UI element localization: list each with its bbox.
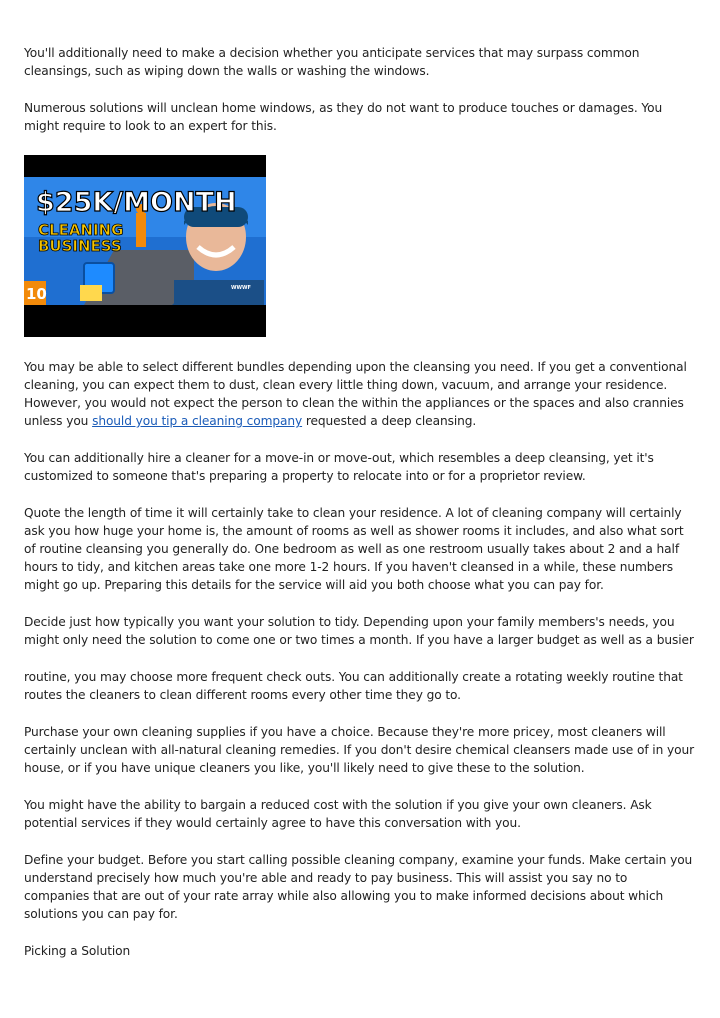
worker-figure (136, 213, 146, 247)
tip-cleaning-company-link[interactable]: should you tip a cleaning company (92, 414, 303, 428)
paragraph-quote: Quote the length of time it will certainly take to clean your residence. A lot of cleaning company will certainly ask you how huge your home is, the amount of rooms as well as shower rooms it includes, and also what sort of routine cleansing you generally do. One bedroom as well as one restroom usually takes about 2 and a half hours to tidy, and kitchen areas take one more 1-2 hours. If you haven't cleansed in a while, these numbers might go up. Preparing this details for the service will aid you both choose what you can pay for. (24, 506, 684, 592)
thumbnail-line2: BUSINESS (38, 237, 122, 255)
thumbnail-line1: CLEANING (38, 221, 124, 239)
paragraph-budget: Define your budget. Before you start calling possible cleaning company, examine your funds. Make certain you understand precisely how much you're able and ready to pay business. This will assist you say no to companies that are out of your rate array while also allowing you to make informed decisions about which solutions you can pay for. (24, 853, 693, 921)
paragraph-services: You'll additionally need to make a decision whether you anticipate services that may surpass common cleansings, such as wiping down the walls or washing the windows. (24, 46, 640, 78)
paragraph-bundles-text: You may be able to select different bundles depending upon the cleansing you need. If you get a conventional cleaning, you can expect them to dust, clean every little thing down, vacuum, and arrange your residence. However, you would not expect the person to clean the within the appliances or the spaces and also crannies unless you (24, 360, 687, 428)
paragraph-routine: routine, you may choose more frequent check outs. You can additionally create a rotating weekly routine that routes the cleaners to clean different rooms every other time they go to. (24, 670, 683, 702)
paragraph-frequency: Decide just how typically you want your solution to tidy. Depending upon your family members's needs, you might only need the solution to come one or two times a month. If you have a larger budget as well as a busier (24, 615, 694, 647)
thumbnail-badge-number: 10 (26, 285, 47, 303)
section-heading-picking: Picking a Solution (24, 944, 131, 958)
article-body (24, 44, 696, 960)
thumbnail-graphic (24, 155, 266, 337)
paragraph-bargain: You might have the ability to bargain a reduced cost with the solution if you give your own cleaners. Ask potential services if they would certainly agree to have this conversation with you. (24, 798, 652, 830)
paragraph-bundles-text-end: requested a deep cleansing. (302, 414, 477, 428)
thumbnail-headline: $25K/MONTH (36, 187, 237, 218)
paragraph-move-in: You can additionally hire a cleaner for a move-in or move-out, which resembles a deep cleansing, yet it's customized to someone that's preparing a property to relocate into or for a proprietor review. (24, 451, 654, 483)
paragraph-windows: Numerous solutions will unclean home windows, as they do not want to produce touches or damages. You might require to look to an expert for this. (24, 101, 663, 133)
paragraph-supplies: Purchase your own cleaning supplies if you have a choice. Because they're more pricey, most cleaners will certainly unclean with all-natural cleaning remedies. If you don't desire chemical cleansers made use of in your house, or if you have unique cleaners you like, you'll likely need to give these to the solution. (24, 725, 694, 775)
video-thumbnail-image (24, 155, 266, 337)
shirt-logo: WWWF (231, 285, 251, 291)
paragraph-bundles (24, 358, 696, 430)
